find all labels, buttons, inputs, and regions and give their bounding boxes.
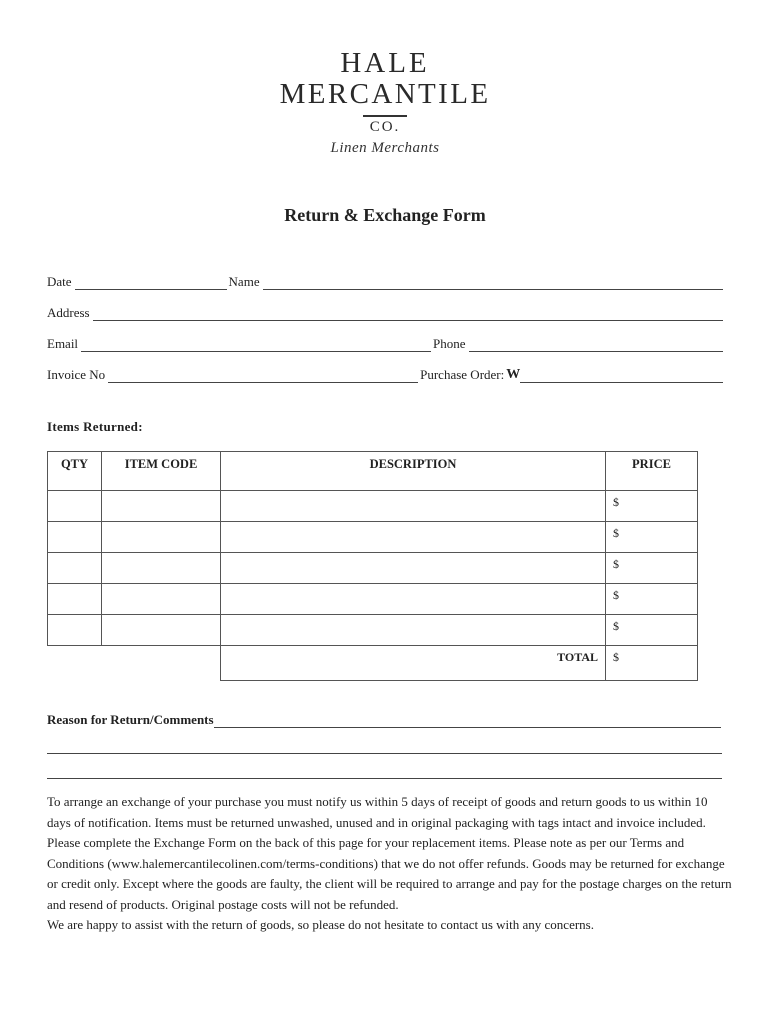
price-cell[interactable] xyxy=(606,491,698,522)
price-cell[interactable] xyxy=(606,615,698,646)
empty-cell xyxy=(48,646,102,681)
description-cell[interactable] xyxy=(221,584,606,615)
table-row xyxy=(48,584,698,615)
address-label: Address xyxy=(47,305,90,320)
logo-line-mercantile: MERCANTILE xyxy=(279,78,491,110)
table-row xyxy=(48,615,698,646)
reason-field[interactable] xyxy=(214,715,721,728)
date-field[interactable] xyxy=(75,277,227,290)
description-cell[interactable] xyxy=(221,522,606,553)
price-cell[interactable] xyxy=(606,584,698,615)
dollar-sign: $ xyxy=(613,619,619,633)
name-field[interactable] xyxy=(263,277,723,290)
reason-row xyxy=(47,712,721,728)
dollar-sign: $ xyxy=(613,557,619,571)
form-title: Return & Exchange Form xyxy=(284,205,486,225)
table-header-row xyxy=(48,452,698,491)
policy-paragraph: We are happy to assist with the return of goods, so please do not hesitate to contact us with any concerns. xyxy=(47,917,594,932)
invoice-no-field[interactable] xyxy=(108,370,418,383)
address-row xyxy=(47,303,723,321)
price-cell[interactable] xyxy=(606,522,698,553)
total-price-cell[interactable] xyxy=(606,646,698,681)
logo-line-co: CO. xyxy=(369,119,401,135)
policy-text xyxy=(47,792,732,936)
price-cell[interactable] xyxy=(606,553,698,584)
logo-tagline: Linen Merchants xyxy=(330,140,440,156)
qty-cell[interactable] xyxy=(48,553,102,584)
item-code-cell[interactable] xyxy=(102,615,221,646)
table-row xyxy=(48,553,698,584)
email-field[interactable] xyxy=(81,339,431,352)
items-table xyxy=(47,451,698,681)
date-label: Date xyxy=(47,274,72,289)
description-header: DESCRIPTION xyxy=(221,452,606,491)
invoice-no-label: Invoice No xyxy=(47,367,106,382)
empty-cell xyxy=(102,646,221,681)
qty-cell[interactable] xyxy=(48,522,102,553)
table-row xyxy=(48,522,698,553)
phone-field[interactable] xyxy=(469,339,723,352)
item-code-cell[interactable] xyxy=(102,491,221,522)
item-code-cell[interactable] xyxy=(102,553,221,584)
comments-line-2[interactable] xyxy=(47,753,722,754)
description-cell[interactable] xyxy=(221,615,606,646)
name-label: Name xyxy=(228,274,260,289)
logo-divider xyxy=(363,115,407,117)
table-row xyxy=(48,491,698,522)
logo-line-hale: HALE xyxy=(340,47,430,79)
email-phone-row xyxy=(47,334,723,352)
phone-label: Phone xyxy=(433,336,466,351)
total-label: TOTAL xyxy=(221,646,606,681)
policy-paragraph: Please complete the Exchange Form on the back of this page for your replacement items. Please note as per our Terms and Conditions (www.halemercantilecolinen.com/terms-conditions) that we do not offer refunds. Goods may be returned for exchange or credit only. Except where the goods are faulty, the client will be required to arrange and pay for the postage charges on the return and resend of products. Original postage costs will not be refunded. xyxy=(47,835,732,912)
comments-line-3[interactable] xyxy=(47,778,722,779)
company-logo xyxy=(0,48,770,157)
price-header: PRICE xyxy=(606,452,698,491)
items-returned-label: Items Returned: xyxy=(47,419,143,434)
address-field[interactable] xyxy=(93,308,723,321)
dollar-sign: $ xyxy=(613,588,619,602)
invoice-po-row xyxy=(47,365,723,383)
description-cell[interactable] xyxy=(221,553,606,584)
dollar-sign: $ xyxy=(613,526,619,540)
description-cell[interactable] xyxy=(221,491,606,522)
total-dollar-sign: $ xyxy=(613,650,619,664)
item-code-cell[interactable] xyxy=(102,584,221,615)
purchase-order-prefix: W xyxy=(506,367,521,382)
purchase-order-label: Purchase Order: xyxy=(420,367,505,382)
date-name-row xyxy=(47,272,723,290)
total-row xyxy=(48,646,698,681)
reason-label: Reason for Return/Comments xyxy=(47,712,214,727)
email-label: Email xyxy=(47,336,79,351)
item-code-cell[interactable] xyxy=(102,522,221,553)
qty-cell[interactable] xyxy=(48,584,102,615)
policy-paragraph: To arrange an exchange of your purchase you must notify us within 5 days of receipt of goods and return goods to us within 10 days of notification. Items must be returned unwashed, unused and in original packaging with tags intact and invoice included. xyxy=(47,794,708,830)
dollar-sign: $ xyxy=(613,495,619,509)
qty-cell[interactable] xyxy=(48,615,102,646)
item-code-header: ITEM CODE xyxy=(102,452,221,491)
qty-cell[interactable] xyxy=(48,491,102,522)
qty-header: QTY xyxy=(48,452,102,491)
purchase-order-field[interactable] xyxy=(520,370,723,383)
